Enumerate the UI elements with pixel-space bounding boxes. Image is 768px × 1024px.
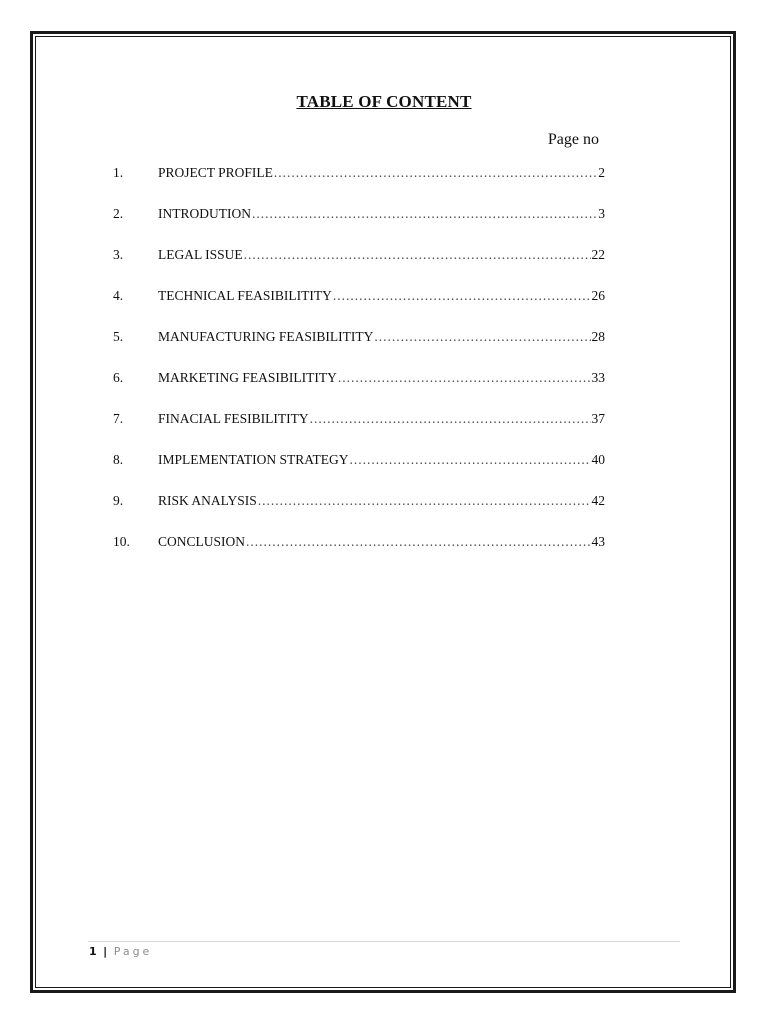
toc-entry-page: 2	[598, 165, 605, 180]
toc-entry-label: PROJECT PROFILE	[158, 165, 273, 180]
toc-dot-leader	[252, 206, 597, 222]
footer-page-number: 1	[89, 945, 97, 958]
toc-entry-number: 1.	[113, 165, 124, 180]
toc-dot-leader	[244, 247, 591, 263]
toc-entry-label: FINACIAL FESIBILITITY	[158, 411, 309, 426]
toc-entry-manufacturing-feasibility	[113, 329, 605, 370]
toc-entry-marketing-feasibility	[113, 370, 605, 411]
toc-entry-page: 37	[591, 411, 605, 426]
toc-title: TABLE OF CONTENT	[296, 92, 472, 111]
toc-dot-leader	[274, 165, 597, 181]
page-footer	[89, 945, 152, 958]
toc-entry-label: MANUFACTURING FEASIBILITITY	[158, 329, 374, 344]
toc-entry-page: 43	[591, 534, 605, 549]
toc-entry-number: 9.	[113, 493, 124, 508]
toc-entry-label: TECHNICAL FEASIBILITITY	[158, 288, 332, 303]
toc-dot-leader	[258, 493, 591, 509]
toc-entry-project-profile	[113, 165, 605, 206]
toc-entry-label: MARKETING FEASIBILITITY	[158, 370, 337, 385]
toc-entry-number: 7.	[113, 411, 124, 426]
toc-entry-number: 10.	[113, 534, 130, 549]
footer-page-word: Page	[113, 945, 153, 958]
toc-dot-leader	[374, 329, 590, 345]
toc-entry-number: 3.	[113, 247, 124, 262]
toc-entry-label: INTRODUTION	[158, 206, 251, 221]
toc-entry-implementation-strategy	[113, 452, 605, 493]
toc-entry-page: 26	[591, 288, 605, 303]
toc-entry-page: 3	[598, 206, 605, 221]
toc-dot-leader	[350, 452, 591, 468]
toc-entry-risk-analysis	[113, 493, 605, 534]
toc-entry-page: 22	[591, 247, 605, 262]
toc-entry-number: 8.	[113, 452, 124, 467]
toc-entry-page: 42	[591, 493, 605, 508]
toc-entry-label: IMPLEMENTATION STRATEGY	[158, 452, 349, 467]
toc-entry-label: CONCLUSION	[158, 534, 246, 549]
toc-entry-legal-issue	[113, 247, 605, 288]
toc-entry-label: RISK ANALYSIS	[158, 493, 257, 508]
toc-dot-leader	[338, 370, 591, 386]
toc-entry-number: 5.	[113, 329, 124, 344]
toc-entry-label: LEGAL ISSUE	[158, 247, 243, 262]
toc-dot-leader	[333, 288, 591, 304]
toc-entry-page: 40	[591, 452, 605, 467]
page-no-header: Page no	[547, 131, 599, 148]
footer-separator: |	[103, 945, 108, 958]
toc-entry-financial-feasibility	[113, 411, 605, 452]
toc-entry-number: 6.	[113, 370, 124, 385]
toc-entry-introdution	[113, 206, 605, 247]
toc-list	[113, 165, 605, 575]
toc-entry-page: 28	[591, 329, 605, 344]
toc-entry-conclusion	[113, 534, 605, 575]
toc-dot-leader	[310, 411, 591, 427]
toc-entry-page: 33	[591, 370, 605, 385]
toc-entry-number: 2.	[113, 206, 124, 221]
toc-dot-leader	[246, 534, 590, 550]
footer-divider	[88, 941, 680, 942]
toc-entry-number: 4.	[113, 288, 124, 303]
toc-entry-technical-feasibility	[113, 288, 605, 329]
